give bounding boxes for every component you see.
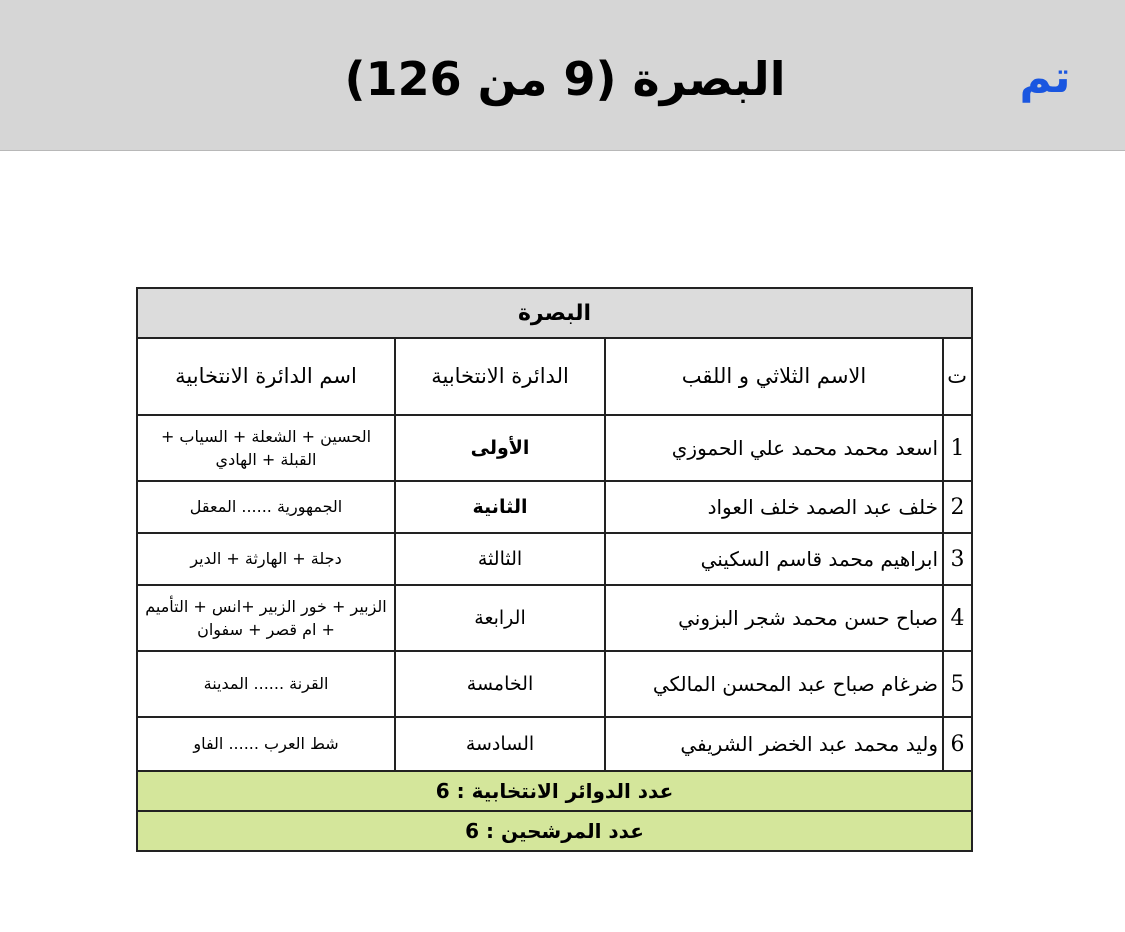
row-number: 4 bbox=[943, 585, 972, 651]
district-label: الخامسة bbox=[395, 651, 605, 717]
done-label: تم bbox=[1019, 52, 1071, 103]
table-row bbox=[137, 481, 972, 533]
table-title: البصرة bbox=[137, 288, 972, 338]
row-number: 1 bbox=[943, 415, 972, 481]
table-row bbox=[137, 415, 972, 481]
header-bar bbox=[0, 0, 1125, 151]
candidates-table-container bbox=[136, 287, 971, 852]
district-label: السادسة bbox=[395, 717, 605, 771]
row-number: 5 bbox=[943, 651, 972, 717]
candidate-name: خلف عبد الصمد خلف العواد bbox=[605, 481, 943, 533]
district-areas: الجمهورية ...... المعقل bbox=[137, 481, 395, 533]
row-number: 3 bbox=[943, 533, 972, 585]
table-row bbox=[137, 585, 972, 651]
candidate-name: ابراهيم محمد قاسم السكيني bbox=[605, 533, 943, 585]
table-title-row bbox=[137, 288, 972, 338]
table-row bbox=[137, 717, 972, 771]
page-title: البصرة (9 من 126) bbox=[344, 52, 786, 106]
district-label: الثانية bbox=[395, 481, 605, 533]
candidate-name: وليد محمد عبد الخضر الشريفي bbox=[605, 717, 943, 771]
district-areas: الحسين + الشعلة + السياب + القبلة + الهادي bbox=[137, 415, 395, 481]
row-number: 6 bbox=[943, 717, 972, 771]
table-row bbox=[137, 651, 972, 717]
district-areas: شط العرب ...... الفاو bbox=[137, 717, 395, 771]
district-label: الرابعة bbox=[395, 585, 605, 651]
summary-row-candidates bbox=[137, 811, 972, 851]
district-areas: الزبير + خور الزبير +انس + التأميم + ام قصر + سفوان bbox=[137, 585, 395, 651]
candidate-name: ضرغام صباح عبد المحسن المالكي bbox=[605, 651, 943, 717]
candidate-name: اسعد محمد محمد علي الحموزي bbox=[605, 415, 943, 481]
table-header-row bbox=[137, 338, 972, 415]
header-district: الدائرة الانتخابية bbox=[395, 338, 605, 415]
header-name: الاسم الثلاثي و اللقب bbox=[605, 338, 943, 415]
district-areas: القرنة ...... المدينة bbox=[137, 651, 395, 717]
district-areas: دجلة + الهارثة + الدير bbox=[137, 533, 395, 585]
header-district-name: اسم الدائرة الانتخابية bbox=[137, 338, 395, 415]
header-number: ت bbox=[943, 338, 972, 415]
table-row bbox=[137, 533, 972, 585]
district-label: الأولى bbox=[395, 415, 605, 481]
row-number: 2 bbox=[943, 481, 972, 533]
candidates-table bbox=[136, 287, 973, 852]
districts-count: عدد الدوائر الانتخابية : 6 bbox=[137, 771, 972, 811]
candidate-name: صباح حسن محمد شجر البزوني bbox=[605, 585, 943, 651]
district-label: الثالثة bbox=[395, 533, 605, 585]
summary-row-districts bbox=[137, 771, 972, 811]
candidates-count: عدد المرشحين : 6 bbox=[137, 811, 972, 851]
